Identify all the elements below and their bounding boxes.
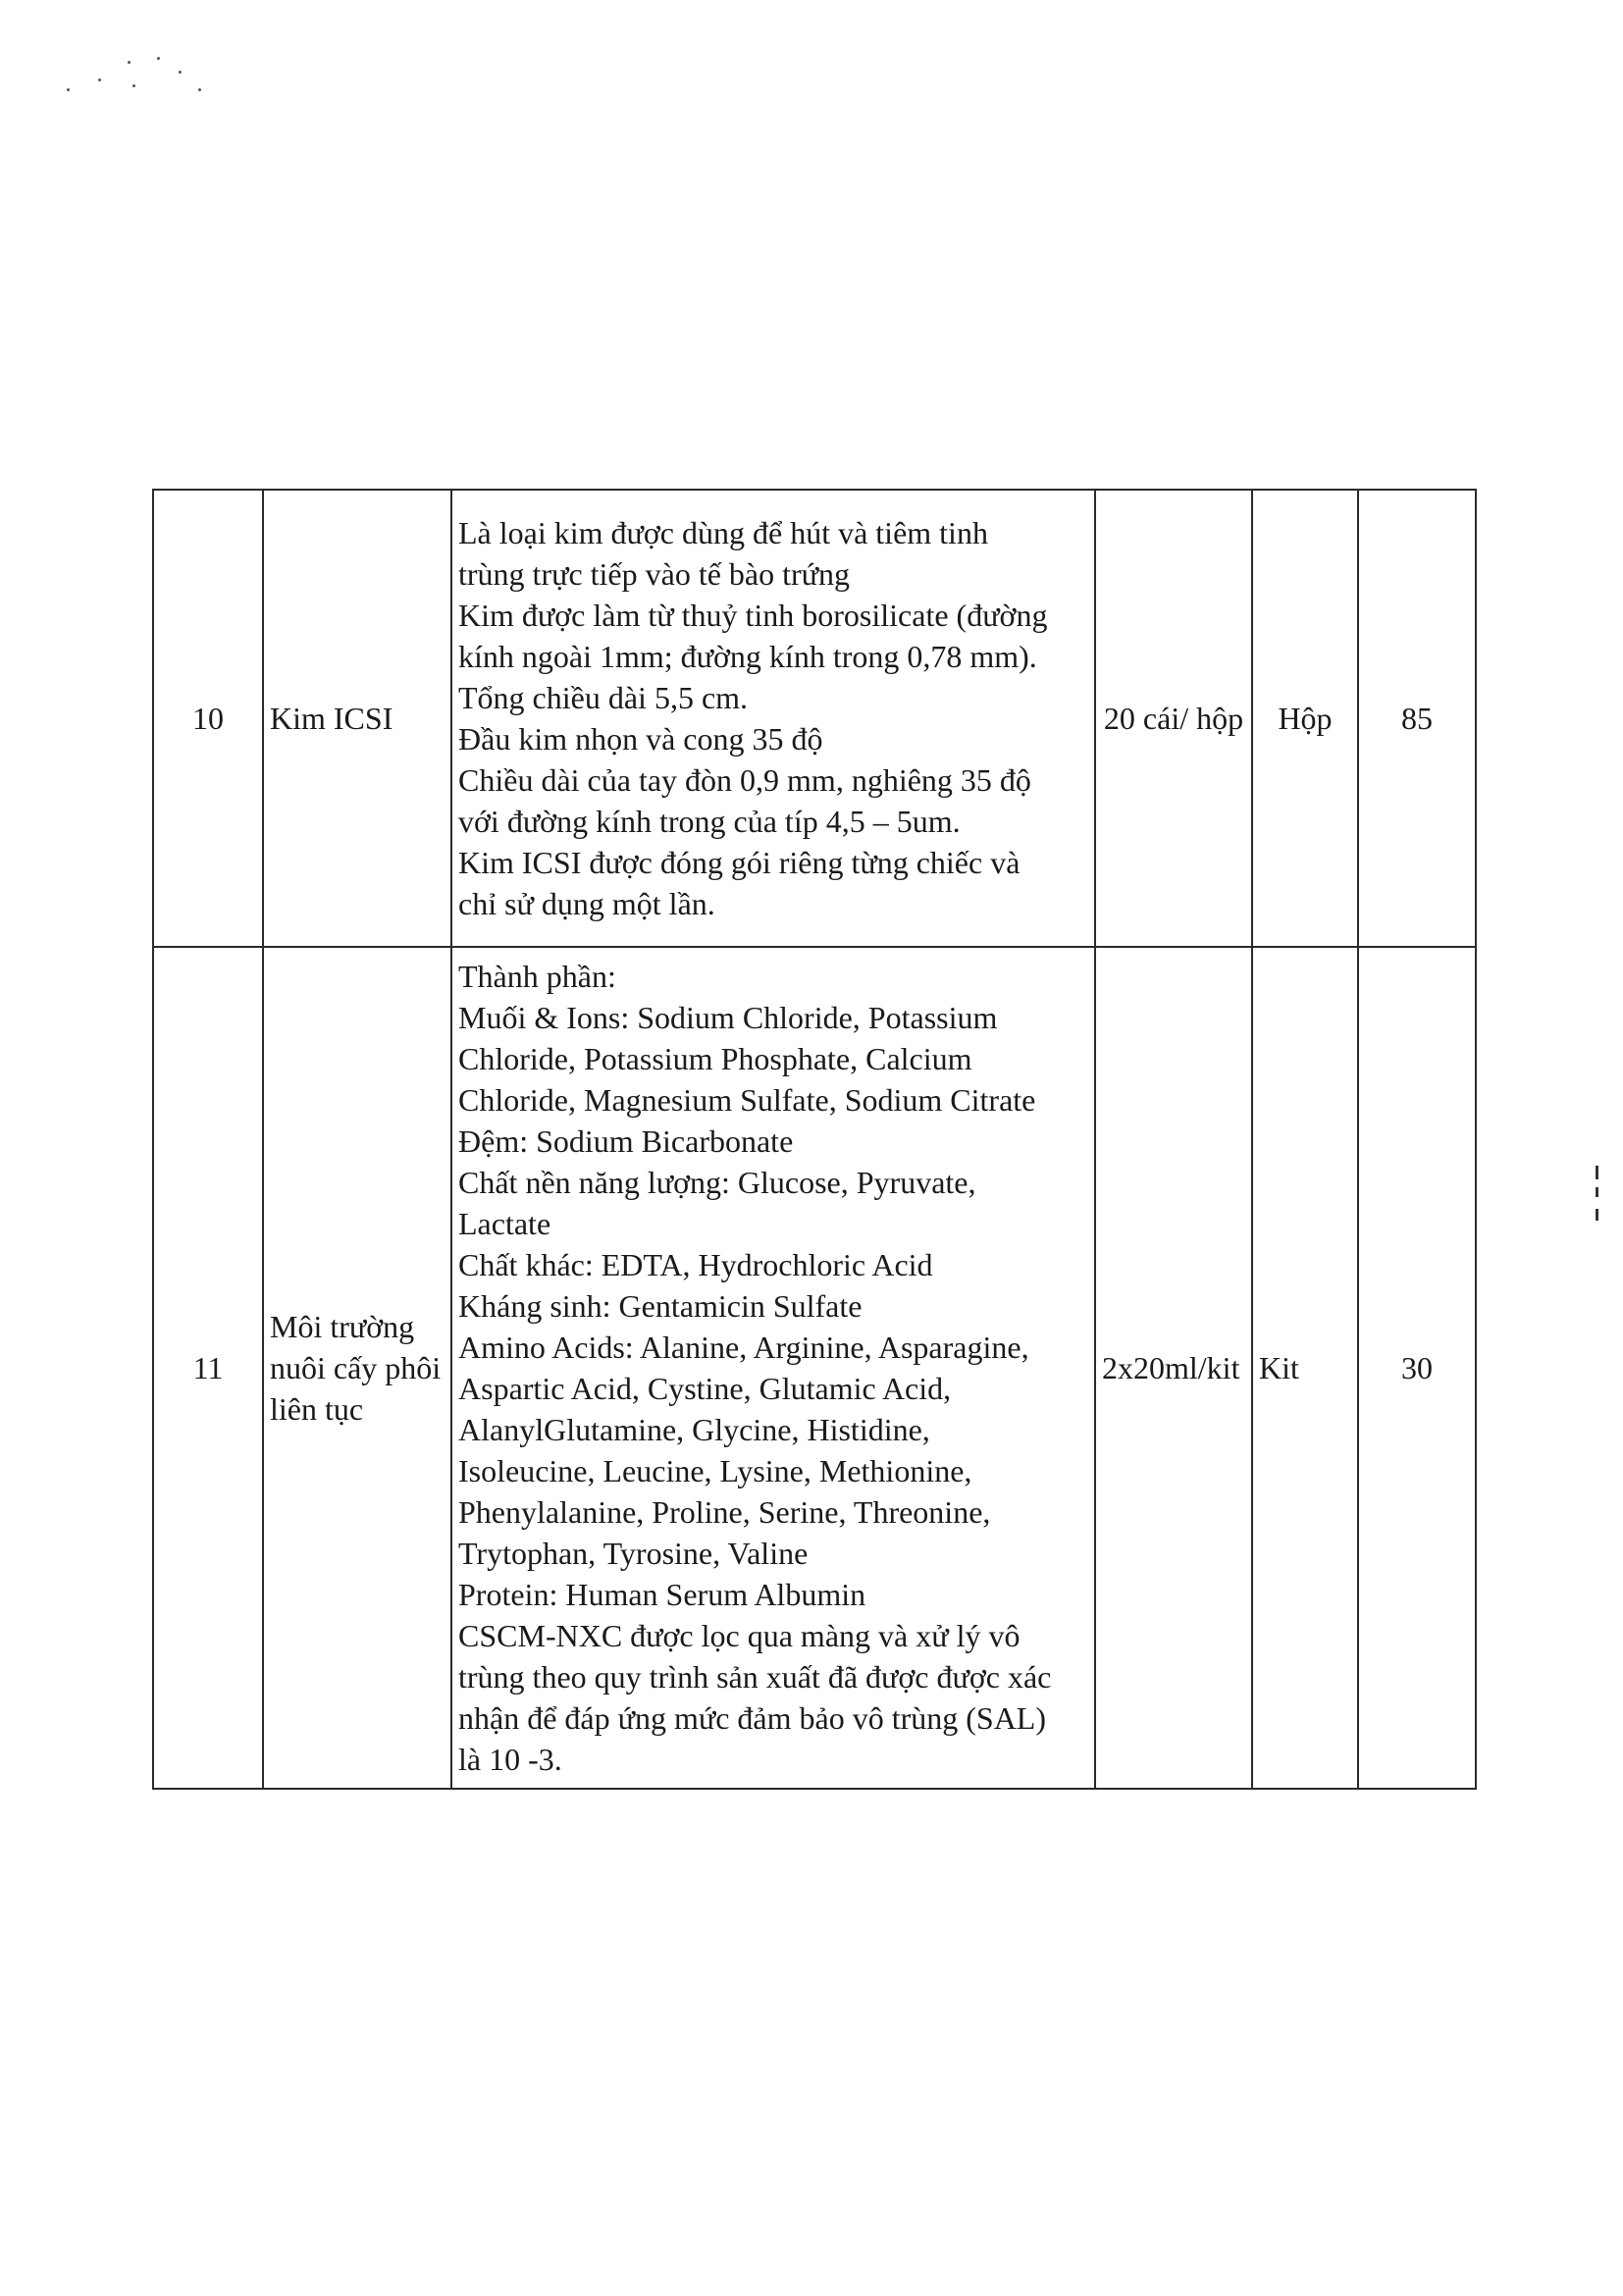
description-line: Chất khác: EDTA, Hydrochloric Acid (458, 1247, 933, 1282)
description-line: Amino Acids: Alanine, Arginine, Asparagine, (458, 1330, 1029, 1365)
description-line: Đệm: Sodium Bicarbonate (458, 1123, 794, 1159)
unit: Hộp (1252, 490, 1358, 947)
description-line: chỉ sử dụng một lần. (458, 886, 715, 921)
description-line: là 10 -3. (458, 1742, 562, 1777)
description-line: trùng trực tiếp vào tế bào trứng (458, 556, 851, 592)
quantity: 85 (1358, 490, 1476, 947)
row-number: 10 (153, 490, 263, 947)
description-line: kính ngoài 1mm; đường kính trong 0,78 mm). (458, 639, 1037, 674)
speck (98, 78, 101, 81)
description-line: trùng theo quy trình sản xuất đã được được xác (458, 1659, 1052, 1695)
speck (198, 88, 201, 91)
quantity: 30 (1358, 947, 1476, 1789)
row-number: 11 (153, 947, 263, 1789)
description-line: Isoleucine, Leucine, Lysine, Methionine, (458, 1453, 972, 1488)
description-line: Kháng sinh: Gentamicin Sulfate (458, 1288, 863, 1324)
description-line: AlanylGlutamine, Glycine, Histidine, (458, 1412, 930, 1447)
margin-mark (1596, 1166, 1598, 1179)
item-name: Kim ICSI (263, 490, 451, 947)
description-line: Chiều dài của tay đòn 0,9 mm, nghiêng 35 độ (458, 762, 1031, 798)
scan-specks (59, 49, 216, 98)
description-line: Kim được làm từ thuỷ tinh borosilicate (đường (458, 598, 1048, 633)
description-line: Phenylalanine, Proline, Serine, Threonine, (458, 1494, 991, 1530)
description-line: với đường kính trong của típ 4,5 – 5um. (458, 804, 961, 839)
table-row (153, 490, 1476, 947)
description-line: CSCM-NXC được lọc qua màng và xử lý vô (458, 1618, 1021, 1653)
description-line: Trytophan, Tyrosine, Valine (458, 1536, 809, 1571)
description-line: Kim ICSI được đóng gói riêng từng chiếc và (458, 845, 1021, 880)
description-line: Chloride, Potassium Phosphate, Calcium (458, 1041, 972, 1076)
description-line: Protein: Human Serum Albumin (458, 1577, 866, 1612)
speck (128, 61, 131, 64)
speck (179, 71, 182, 74)
description-line: nhận để đáp ứng mức đảm bảo vô trùng (SAL) (458, 1700, 1046, 1736)
speck (67, 88, 70, 91)
description-line: Lactate (458, 1206, 551, 1241)
packaging: 20 cái/ hộp (1095, 490, 1252, 947)
description-line: Aspartic Acid, Cystine, Glutamic Acid, (458, 1371, 952, 1406)
description-line: Muối & Ions: Sodium Chloride, Potassium (458, 1000, 998, 1035)
item-description (451, 490, 1095, 947)
item-name: Môi trường nuôi cấy phôi liên tục (263, 947, 451, 1789)
unit: Kit (1252, 947, 1358, 1789)
margin-mark (1596, 1209, 1598, 1221)
description-line: Thành phần: (458, 959, 616, 994)
margin-mark (1596, 1187, 1598, 1197)
packaging: 2x20ml/kit (1095, 947, 1252, 1789)
description-line: Chất nền năng lượng: Glucose, Pyruvate, (458, 1165, 976, 1200)
table-row (153, 947, 1476, 1789)
item-description (451, 947, 1095, 1789)
description-line: Là loại kim được dùng để hút và tiêm tinh (458, 515, 988, 550)
speck (157, 57, 160, 60)
items-table (152, 489, 1477, 1790)
speck (132, 84, 135, 87)
description-line: Đầu kim nhọn và cong 35 độ (458, 721, 823, 757)
description-line: Chloride, Magnesium Sulfate, Sodium Citrate (458, 1082, 1036, 1118)
description-line: Tổng chiều dài 5,5 cm. (458, 680, 749, 715)
